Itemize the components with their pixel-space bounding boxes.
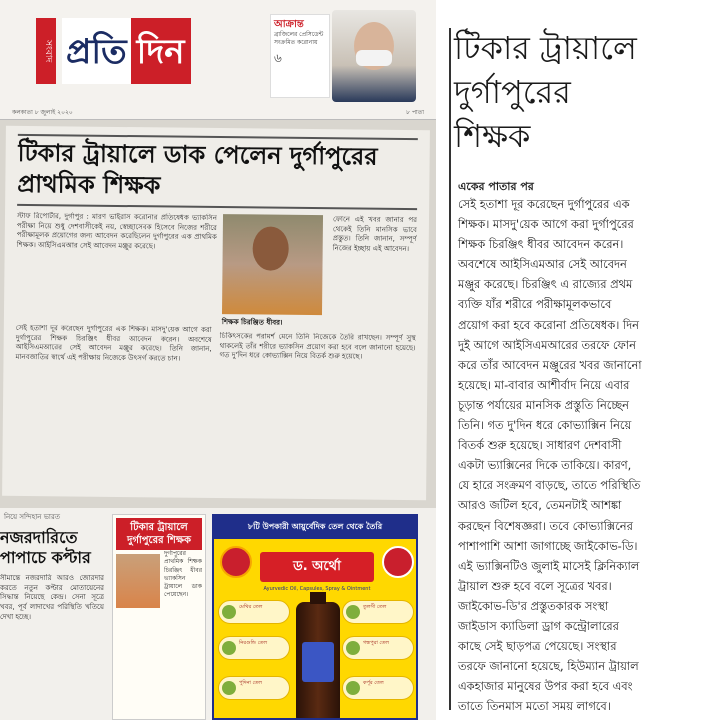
clipping-column-2: ফোনে এই খবর জানার পর থেকেই তিনি মানসিক ভাবে প্রস্তুত। তিনি জানান, সম্পূর্ণ নিজের ইচ্ছায় এই আবেদন। — [332, 215, 418, 253]
teacher-photo — [222, 214, 323, 315]
article-body: সেই হতাশা দূর করেছেন দুর্গাপুরের এক শিক্ষক। মাসদু'য়েক আগে করা দুর্গাপুরের শিক্ষক চিরঞ্জিৎ ধীবর আবেদন করেন। অবশেষে আইসিএমআর সেই আবেদন মঞ্জুর করেছে। চিরঞ্জিৎ এ রাজ্যের প্রথম ব্যক্তি যাঁর শরীরে পরীক্ষামূলকভাবে প্রয়োগ করা হবে করোনা প্রতিষেধক। দিন দুই আগে আইসিএমআরের তরফে ফোন করে তাঁর আবেদন মঞ্জুরের খবর জানানো হয়েছে। মা-বাবার আশীর্বাদ নিয়ে এবার চূড়ান্ত পর্যায়ের মানসিক প্রস্তুতি নিচ্ছেন তিনি। গত দু'দিন ধরে কোভ্যাক্সিন নিয়ে বিতর্ক শুরু হয়েছে। সাধারণ দেশবাসী একটা ভ্যাক্সিনের দিকে তাকিয়ে। কারণ, যে হারে সংক্রমণ বাড়ছে, তাতে পরিস্থিতি আরও জটিল হবে, তেমনটাই আশঙ্কা করছেন বিশেষজ্ঞরা। তবে কোভ্যাক্সিনের পাশাপাশি আশা জাগাচ্ছে জাইকোভ-ডি। এই ভ্যাক্সিনটিও জুলাই মাসেই ক্লিনিক্যাল ট্রায়াল শুরু হবে বলে সূত্রের খবর। জাইকোভ-ডি'র প্রস্তুতকারক সংস্থা জাইডাস ক্যাডিলা ড্রাগ কন্ট্রোলারের কাছে সেই ছাড়পত্র পেয়েছে। সংস্থার তরফে জানানো হয়েছে, হিউম্যান ট্রায়াল একহাজার মানুষের উপর করা হবে এবং তাতে তিনমাস মতো সময় লাগবে। — [458, 197, 642, 714]
ad-ingredient: নিরগুন্ডি তেল — [218, 636, 290, 660]
bottom-page — [0, 508, 436, 720]
ad-ingredient: কর্পূর তেল — [342, 676, 414, 700]
bottom-headline: নজরদারিতে পাপাচে কপ্টার — [0, 528, 91, 567]
ad-ingredient: তুলসী তেল — [342, 600, 414, 624]
ad-ingredient: পুদিনা তেল — [218, 676, 290, 700]
article-column — [446, 22, 714, 712]
masthead — [0, 0, 436, 120]
column-divider — [449, 28, 451, 710]
teaser-number: ৬ — [274, 50, 282, 65]
article-kicker: একের পাতার পর — [458, 180, 534, 193]
photo-caption: শিক্ষক চিরঞ্জিত ধীবর। — [221, 318, 283, 327]
logo-part1: প্রতি — [62, 18, 131, 84]
ad-brand: ড. অর্থো — [260, 552, 374, 582]
ad-heading: ৮টি উপকারী আয়ুর্বেদিক তেল থেকে তৈরি — [214, 516, 416, 539]
logo-part2: দিন — [131, 18, 191, 84]
clipping-columns — [14, 212, 417, 496]
ad-ingredient: মেথির তেল — [218, 600, 290, 624]
teaser-text: ব্রাজিলের প্রেসিডেন্ট সংক্রমিত করোনায় — [274, 31, 324, 46]
clipping-headline: টিকার ট্রায়ালে ডাক পেলেন দুর্গাপুরের প্রাথমিক শিক্ষক — [17, 134, 418, 210]
clipping-column-1: স্টাফ রিপোর্টার, দুর্গাপুর : মারণ ভাইরাস করোনার প্রতিষেধক ভ্যাকসিন পরীক্ষা নিয়ে শুধু দেশবাসীকেই নয়, স্বেচ্ছাসেবক হিসেবে নিজের শরীরে পরীক্ষামূলক প্রয়োগের জন্য আবেদন করেছিলেন দুর্গাপুরের এক প্রাথমিক শিক্ষক। আইসিএমআর সেই আবেদন মঞ্জুর করেছে। — [16, 211, 218, 251]
masthead-section-label: সংবাদ — [36, 18, 56, 84]
photo-mask — [356, 50, 392, 66]
date-line: কলকাতা ৮ জুলাই ২০২০ — [12, 109, 73, 116]
ad-logo-icon — [220, 546, 252, 578]
ad-badge-icon — [382, 546, 414, 578]
card-photo — [116, 554, 160, 608]
news-clipping — [2, 126, 430, 500]
masthead-photo — [332, 10, 416, 102]
masthead-teaser — [270, 14, 330, 98]
ad-ingredient: গন্ধপুরা তেল — [342, 636, 414, 660]
newspaper-logo — [62, 18, 240, 84]
teacher-face — [252, 226, 288, 270]
teaser-heading: আক্রান্ত — [274, 19, 304, 30]
article-title: টিকার ট্রায়ালে দুর্গাপুরের শিক্ষক — [454, 29, 637, 155]
clipping-column-4: চিকিৎসকের পরামর্শ মেনে তিনি নিজেকে তৈরি রাখছেন। সম্পূর্ণ সুস্থ থাকলেই তাঁর শরীরে ভ্যাকসিন প্রয়োগ করা হবে বলে জানানো হয়েছে। গত দু'দিন ধরে কোভ্যাক্সিন নিয়ে বিতর্ক শুরু হয়েছে। — [219, 332, 416, 361]
bottle-label — [302, 642, 334, 682]
card-title: টিকার ট্রায়ালে দুর্গাপুরের শিক্ষক — [116, 518, 202, 550]
clipping-column-3: সেই হতাশা দূর করেছেন দুর্গাপুরের এক শিক্ষক। মাসদু'য়েক আগে করা দুর্গাপুরের শিক্ষক চিরঞ্জিৎ ধীবর আবেদন করেন। অবশেষে আইসিএমআরের সেই আবেদন মঞ্জুর করেছে। তিনি জানান, মানবজাতির স্বার্থে এই পরীক্ষায় নিজেকে উৎসর্গ করতে চান। — [15, 323, 212, 363]
price-line: ৮ পাতা — [406, 109, 424, 116]
ad-subtitle: Ayurvedic Oil, Capsules, Spray & Ointment — [263, 586, 371, 592]
bottom-strip: নিয়ে সন্দিহান ভারত — [4, 513, 61, 521]
masthead-dateline — [0, 102, 436, 120]
bottom-column: সীমান্তে নজরদারি আরও জোরদার করতে নতুন কপ্টার মোতায়েনের সিদ্ধান্ত নিয়েছে কেন্দ্র। সেনা সূত্রে খবর, পূর্ব লাদাখের পরিস্থিতি খতিয়ে দেখা হচ্ছে। — [0, 574, 104, 621]
ayurvedic-advertisement — [212, 514, 418, 720]
card-text: দুর্গাপুরের প্রাথমিক শিক্ষক চিরঞ্জিৎ ধীবর ভ্যাকসিন ট্রায়ালে ডাক পেয়েছেন। — [164, 550, 202, 599]
article-card — [112, 514, 206, 720]
oil-bottle-icon — [296, 602, 340, 720]
